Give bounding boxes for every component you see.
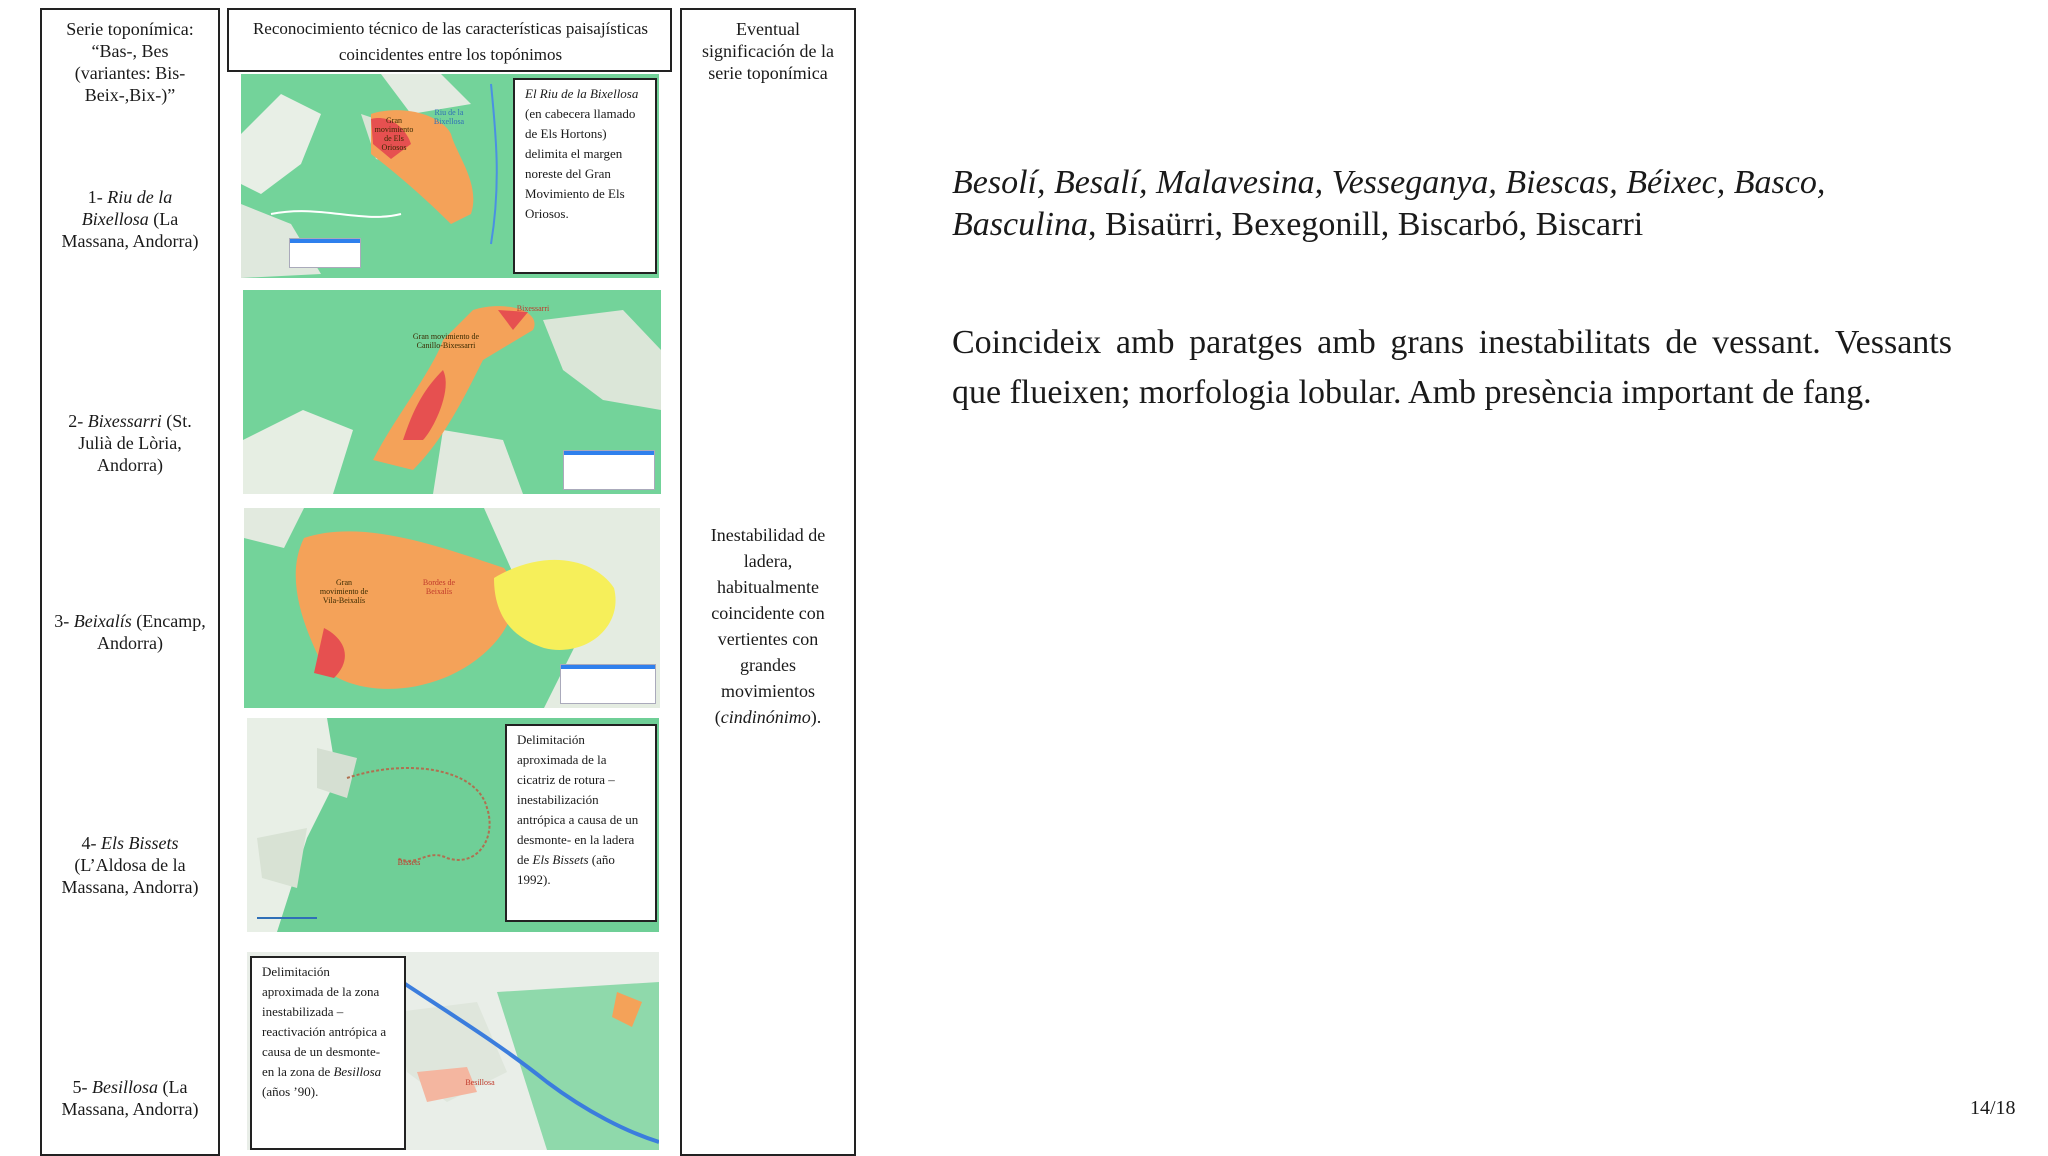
toponym-row-1: 1- Riu de la Bixellosa (La Massana, Andorra) xyxy=(61,187,199,251)
significance-text: Inestabilidad de ladera, habitualmente coincidente con vertientes con grandes movimientos (cindinónimo). xyxy=(710,525,826,727)
recognition-header: Reconocimiento técnico de las características paisajísticas coincidentes entre los topónimos xyxy=(252,19,649,64)
map-2-main-label: Gran movimiento de Canillo-Bixessarri xyxy=(412,332,480,350)
map-3-beixalis xyxy=(244,508,660,708)
map-4-callout: Delimitación aproximada de la cicatriz de rotura –inestabilización antrópica a causa de un desmonte- en la ladera de Els Bissets (año 1992). xyxy=(505,724,657,922)
toponym-header: Serie toponímica: “Bas-, Bes (variantes: Bis-Beix-,Bix-)” xyxy=(66,19,194,105)
map-1-legend xyxy=(289,238,361,268)
recognition-header-box xyxy=(227,8,672,72)
significance-header: Eventual significación de la serie toponímica xyxy=(702,19,834,83)
map-1-callout: El Riu de la Bixellosa (en cabecera llamado de Els Hortons) delimita el margen noreste del Gran Movimiento de Els Oriosos. xyxy=(513,78,657,274)
description-paragraph: Coincideix amb paratges amb grans inestabilitats de vessant. Vessants que flueixen; morfologia lobular. Amb presència important de fang. xyxy=(952,324,1952,411)
toponym-row-5: 5- Besillosa (La Massana, Andorra) xyxy=(61,1077,199,1119)
map-1-main-label: Gran movimiento de Els Oriosos xyxy=(374,116,414,152)
toponym-row-4: 4- Els Bissets (L’Aldosa de la Massana, Andorra) xyxy=(61,833,199,897)
map-4-bissets xyxy=(247,718,659,932)
map-1-river-label: Riu de la Bixellosa xyxy=(433,108,465,126)
page-number: 14/18 xyxy=(1970,1097,2016,1119)
toponym-row-2: 2- Bixessarri (St. Julià de Lòria, Andorra) xyxy=(68,411,192,475)
significance-column xyxy=(680,8,856,1156)
toponym-row-3: 3- Beixalís (Encamp, Andorra) xyxy=(54,611,206,653)
toponym-column xyxy=(40,8,220,1156)
map-3-legend xyxy=(560,664,656,704)
map-1-bixellosa xyxy=(241,74,659,278)
map-3-main-label: Gran movimiento de Vila-Beixalís xyxy=(319,578,369,605)
map-3-red-label: Bordes de Beixalís xyxy=(422,578,456,596)
map-5-red-label: Besillosa xyxy=(465,1078,495,1087)
map-4-red-label: Bissets xyxy=(397,858,421,867)
map-2-red-label: Bixessarri xyxy=(516,304,550,313)
map-2-bixessarri xyxy=(243,290,661,494)
map-2-legend xyxy=(563,450,655,490)
toponym-list: Besolí, Besalí, Malavesina, Vesseganya, Biescas, Béixec, Basco, Basculina, Bisaürri, Bexegonill, Biscarbó, Biscarri xyxy=(952,164,1826,243)
map-5-callout: Delimitación aproximada de la zona inestabilizada –reactivación antrópica a causa de un desmonte- en la zona de Besillosa (años ’90). xyxy=(250,956,406,1150)
